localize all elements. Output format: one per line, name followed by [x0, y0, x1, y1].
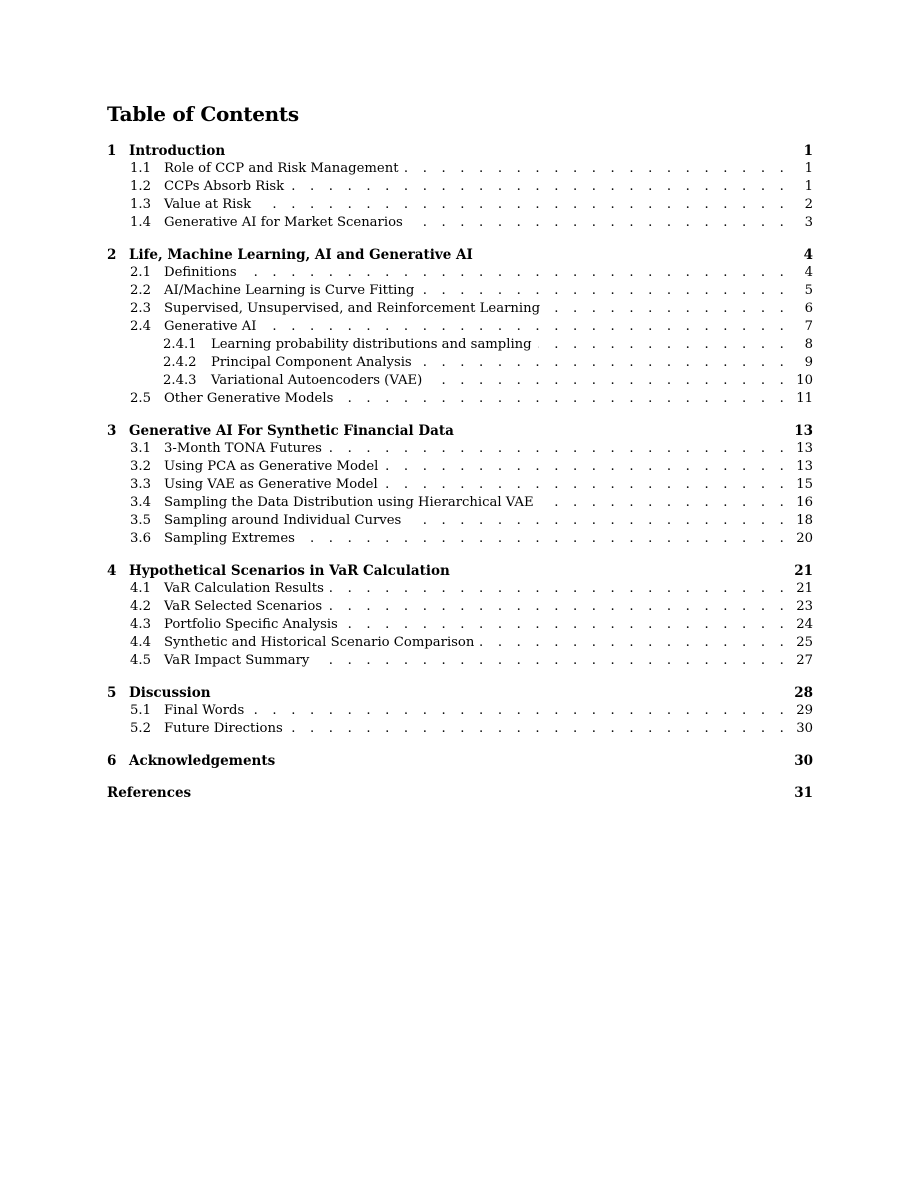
section-title: Discussion: [129, 685, 211, 701]
toc-subsection-entry[interactable]: [107, 300, 813, 318]
subsection-number: 3.4: [130, 495, 151, 510]
dot-leader: [546, 300, 789, 318]
subsection-number: 2.4.1: [163, 337, 197, 352]
subsection-page-number: 13: [796, 441, 813, 456]
dot-leader: [480, 634, 789, 652]
subsection-page-number: 9: [804, 355, 813, 370]
subsection-title: Using PCA as Generative Model: [164, 459, 379, 474]
toc-section: [107, 422, 813, 548]
subsection-number: 1.1: [130, 161, 151, 176]
toc-section-entry[interactable]: [107, 684, 813, 702]
table-of-contents: [107, 100, 813, 816]
subsection-page-number: 4: [804, 265, 813, 280]
subsection-page-number: 29: [796, 703, 813, 718]
section-page-number: 13: [794, 423, 813, 439]
dot-leader: [344, 616, 789, 634]
subsection-title: Supervised, Unsupervised, and Reinforcement Learning: [164, 301, 541, 316]
toc-subsubsection-entry[interactable]: [107, 336, 813, 354]
section-page-number: 4: [803, 247, 813, 263]
subsection-title: Sampling Extremes: [164, 531, 295, 546]
subsection-page-number: 16: [796, 495, 813, 510]
section-page-number: 30: [794, 753, 813, 769]
subsection-number: 3.3: [130, 477, 151, 492]
section-page-number: 28: [794, 685, 813, 701]
toc-subsection-entry[interactable]: [107, 160, 813, 178]
subsection-number: 2.3: [130, 301, 151, 316]
subsection-page-number: 24: [796, 617, 813, 632]
subsection-number: 3.2: [130, 459, 151, 474]
subsection-page-number: 18: [796, 513, 813, 528]
subsection-title: Using VAE as Generative Model: [164, 477, 378, 492]
subsection-title: Sampling the Data Distribution using Hierarchical VAE: [164, 495, 534, 510]
toc-section-entry[interactable]: [107, 422, 813, 440]
subsection-title: CCPs Absorb Risk: [164, 179, 285, 194]
toc-subsection-entry[interactable]: [107, 512, 813, 530]
subsection-title: VaR Impact Summary: [164, 653, 310, 668]
toc-subsection-entry[interactable]: [107, 440, 813, 458]
section-page-number: 1: [803, 143, 813, 159]
subsection-number: 3.1: [130, 441, 151, 456]
section-title: Hypothetical Scenarios in VaR Calculation: [129, 563, 450, 579]
section-title: Generative AI For Synthetic Financial Data: [129, 423, 454, 439]
subsection-number: 4.3: [130, 617, 151, 632]
subsection-title: Definitions: [164, 265, 237, 280]
section-title: Acknowledgements: [129, 753, 276, 769]
subsection-number: 4.2: [130, 599, 151, 614]
toc-subsection-entry[interactable]: [107, 598, 813, 616]
toc-subsection-entry[interactable]: [107, 214, 813, 232]
section-title: Introduction: [129, 143, 226, 159]
subsection-title: Other Generative Models: [164, 391, 334, 406]
toc-subsection-entry[interactable]: [107, 634, 813, 652]
section-number: 2: [107, 247, 117, 263]
dot-leader: [243, 264, 789, 282]
subsection-number: 5.2: [130, 721, 151, 736]
dot-leader: [420, 282, 789, 300]
toc-subsection-entry[interactable]: [107, 282, 813, 300]
subsection-page-number: 30: [796, 721, 813, 736]
toc-subsection-entry[interactable]: [107, 264, 813, 282]
subsection-number: 4.5: [130, 653, 151, 668]
subsection-page-number: 27: [796, 653, 813, 668]
dot-leader: [540, 494, 789, 512]
subsection-number: 5.1: [130, 703, 151, 718]
toc-subsection-entry[interactable]: [107, 494, 813, 512]
subsection-page-number: 1: [804, 179, 813, 194]
section-page-number: 21: [794, 563, 813, 579]
toc-section-entry[interactable]: [107, 562, 813, 580]
subsection-number: 2.4.2: [163, 355, 197, 370]
section-title: References: [107, 785, 192, 801]
subsection-number: 2.4: [130, 319, 151, 334]
dot-leader: [428, 372, 789, 390]
subsection-title: Role of CCP and Risk Management: [164, 161, 399, 176]
section-number: 6: [107, 753, 117, 769]
subsection-page-number: 21: [796, 581, 813, 596]
dot-leader: [289, 720, 789, 738]
section-title: Life, Machine Learning, AI and Generative AI: [129, 247, 473, 263]
subsection-number: 2.5: [130, 391, 151, 406]
dot-leader: [409, 214, 789, 232]
subsection-title: Learning probability distributions and sampling: [211, 337, 532, 352]
subsection-title: Sampling around Individual Curves: [164, 513, 402, 528]
dot-leader: [328, 440, 789, 458]
dot-leader: [339, 390, 789, 408]
toc-section: [107, 142, 813, 232]
dot-leader: [384, 458, 789, 476]
toc-subsection-entry[interactable]: [107, 530, 813, 548]
subsection-page-number: 11: [796, 391, 813, 406]
subsection-number: 3.5: [130, 513, 151, 528]
subsection-page-number: 5: [804, 283, 813, 298]
toc-subsection-entry[interactable]: [107, 720, 813, 738]
toc-section-entry[interactable]: [107, 142, 813, 160]
subsection-title: VaR Selected Scenarios: [164, 599, 323, 614]
dot-leader: [405, 160, 790, 178]
subsection-page-number: 2: [804, 197, 813, 212]
subsection-title: Final Words: [164, 703, 245, 718]
dot-leader: [328, 598, 789, 616]
toc-section: [107, 246, 813, 408]
toc-subsection-entry[interactable]: [107, 476, 813, 494]
dot-leader: [257, 196, 789, 214]
subsection-number: 1.2: [130, 179, 151, 194]
subsection-number: 3.6: [130, 531, 151, 546]
subsection-title: Generative AI for Market Scenarios: [164, 215, 403, 230]
toc-section: [107, 684, 813, 738]
dot-leader: [301, 530, 789, 548]
dot-leader: [384, 476, 789, 494]
subsection-title: Generative AI: [164, 319, 257, 334]
dot-leader: [418, 354, 789, 372]
subsection-page-number: 20: [796, 531, 813, 546]
section-number: 1: [107, 143, 117, 159]
subsection-number: 4.1: [130, 581, 151, 596]
toc-section: [107, 784, 813, 802]
subsection-number: 2.4.3: [163, 373, 197, 388]
subsection-page-number: 23: [796, 599, 813, 614]
dot-leader: [315, 652, 789, 670]
dot-leader: [538, 336, 789, 354]
dot-leader: [290, 178, 789, 196]
subsection-page-number: 1: [804, 161, 813, 176]
subsection-title: Future Directions: [164, 721, 283, 736]
toc-section-entry[interactable]: [107, 784, 813, 802]
toc-section: [107, 562, 813, 670]
subsection-title: AI/Machine Learning is Curve Fitting: [164, 283, 415, 298]
subsection-page-number: 7: [804, 319, 813, 334]
dot-leader: [407, 512, 789, 530]
toc-subsubsection-entry[interactable]: [107, 354, 813, 372]
toc-subsection-entry[interactable]: [107, 652, 813, 670]
subsection-number: 2.1: [130, 265, 151, 280]
subsection-title: 3-Month TONA Futures: [164, 441, 322, 456]
dot-leader: [330, 580, 789, 598]
toc-subsection-entry[interactable]: [107, 458, 813, 476]
section-page-number: 31: [794, 785, 813, 801]
subsection-number: 1.3: [130, 197, 151, 212]
section-number: 3: [107, 423, 117, 439]
toc-section: [107, 752, 813, 770]
subsection-title: Portfolio Specific Analysis: [164, 617, 338, 632]
subsection-page-number: 8: [804, 337, 813, 352]
subsection-page-number: 25: [796, 635, 813, 650]
subsection-number: 2.2: [130, 283, 151, 298]
toc-section-entry[interactable]: [107, 752, 813, 770]
toc-subsection-entry[interactable]: [107, 390, 813, 408]
toc-subsection-entry[interactable]: [107, 178, 813, 196]
subsection-page-number: 3: [804, 215, 813, 230]
section-number: 5: [107, 685, 117, 701]
subsection-page-number: 15: [796, 477, 813, 492]
toc-subsubsection-entry[interactable]: [107, 372, 813, 390]
toc-subsection-entry[interactable]: [107, 318, 813, 336]
subsection-title: Value at Risk: [164, 197, 252, 212]
dot-leader: [250, 702, 789, 720]
subsection-page-number: 13: [796, 459, 813, 474]
toc-sections: [107, 142, 813, 802]
subsection-title: VaR Calculation Results: [164, 581, 324, 596]
toc-subsection-entry[interactable]: [107, 616, 813, 634]
toc-section-entry[interactable]: [107, 246, 813, 264]
subsection-page-number: 10: [796, 373, 813, 388]
subsection-number: 1.4: [130, 215, 151, 230]
subsection-page-number: 6: [804, 301, 813, 316]
dot-leader: [263, 318, 790, 336]
toc-subsection-entry[interactable]: [107, 196, 813, 214]
subsection-number: 4.4: [130, 635, 151, 650]
section-number: 4: [107, 563, 117, 579]
subsection-title: Synthetic and Historical Scenario Comparison: [164, 635, 475, 650]
toc-title: Table of Contents: [107, 102, 299, 126]
subsection-title: Variational Autoencoders (VAE): [211, 373, 423, 388]
subsection-title: Principal Component Analysis: [211, 355, 412, 370]
toc-subsection-entry[interactable]: [107, 580, 813, 598]
toc-subsection-entry[interactable]: [107, 702, 813, 720]
